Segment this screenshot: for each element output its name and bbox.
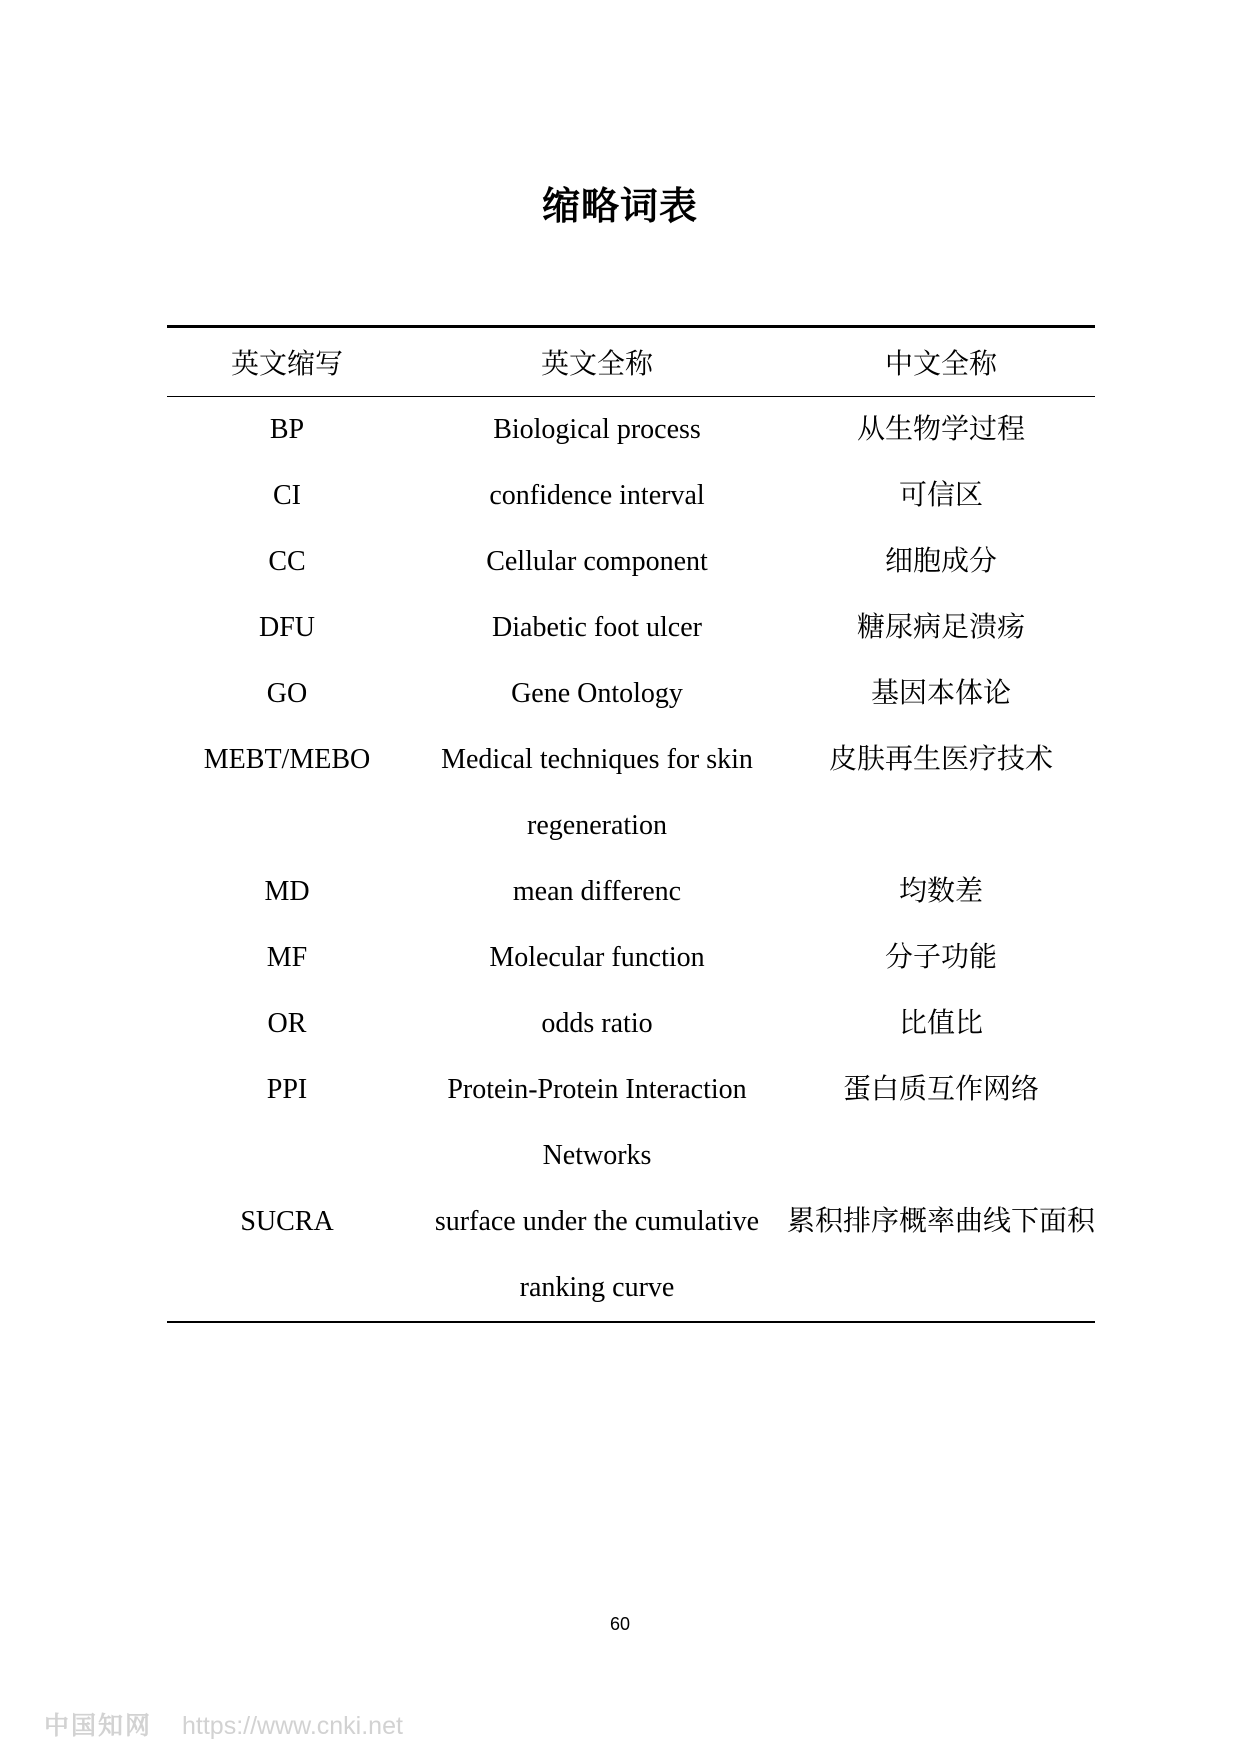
english-name-cell: odds ratio bbox=[541, 1008, 653, 1039]
abbreviation-cell: CC bbox=[268, 546, 306, 577]
abbreviation-cell: DFU bbox=[258, 612, 315, 643]
chinese-name-cell: 比值比 bbox=[898, 1008, 983, 1039]
page-number: 60 bbox=[609, 1614, 631, 1634]
english-name-cell: confidence interval bbox=[489, 480, 705, 511]
chinese-name-cell: 累积排序概率曲线下面积 bbox=[787, 1206, 1096, 1237]
table-header-row bbox=[167, 327, 1095, 397]
table-row bbox=[167, 727, 1095, 859]
english-name-cell: Molecular function bbox=[489, 942, 705, 973]
chinese-name-cell: 皮肤再生医疗技术 bbox=[828, 744, 1053, 775]
page-title: 缩略词表 bbox=[541, 186, 698, 228]
table-row bbox=[167, 991, 1095, 1057]
table-row bbox=[167, 925, 1095, 991]
chinese-name-cell: 分子功能 bbox=[884, 942, 997, 973]
cnki-watermark bbox=[44, 1706, 403, 1742]
chinese-name-cell: 可信区 bbox=[898, 480, 983, 511]
table-row bbox=[167, 595, 1095, 661]
table-row bbox=[167, 661, 1095, 727]
header-abbreviation: 英文缩写 bbox=[230, 349, 343, 380]
chinese-name-cell: 蛋白质互作网络 bbox=[842, 1074, 1039, 1105]
abbreviation-cell: BP bbox=[269, 414, 305, 445]
abbreviation-cell: MEBT/MEBO bbox=[203, 744, 371, 775]
chinese-name-cell: 均数差 bbox=[898, 876, 983, 907]
header-english-full-name: 英文全称 bbox=[540, 349, 653, 380]
abbreviation-cell: OR bbox=[267, 1008, 307, 1039]
watermark-url: https://www.cnki.net bbox=[182, 1712, 403, 1740]
abbreviation-cell: MF bbox=[266, 942, 308, 973]
english-name-cell: Protein-Protein Interaction Networks bbox=[447, 1074, 747, 1171]
table-row bbox=[167, 397, 1095, 464]
chinese-name-cell: 从生物学过程 bbox=[856, 414, 1025, 445]
abbreviation-cell: MD bbox=[264, 876, 310, 907]
table-row bbox=[167, 1189, 1095, 1322]
abbreviation-table bbox=[167, 325, 1095, 1323]
english-name-cell: mean differenc bbox=[512, 876, 682, 907]
abbreviation-cell: CI bbox=[273, 480, 301, 511]
chinese-name-cell: 细胞成分 bbox=[884, 546, 997, 577]
header-chinese-full-name: 中文全称 bbox=[884, 349, 997, 380]
table-row bbox=[167, 1057, 1095, 1189]
english-name-cell: Diabetic foot ulcer bbox=[492, 612, 702, 643]
english-name-cell: surface under the cumulative ranking curve bbox=[434, 1206, 760, 1303]
english-name-cell: Gene Ontology bbox=[511, 678, 683, 709]
english-name-cell: Biological process bbox=[493, 414, 701, 445]
chinese-name-cell: 糖尿病足溃疡 bbox=[856, 612, 1025, 643]
abbreviation-cell: PPI bbox=[266, 1074, 308, 1105]
english-name-cell: Cellular component bbox=[486, 546, 708, 577]
table-row bbox=[167, 529, 1095, 595]
abbreviation-cell: GO bbox=[266, 678, 308, 709]
table-row bbox=[167, 859, 1095, 925]
watermark-brand: 中国知网 bbox=[44, 1712, 153, 1740]
chinese-name-cell: 基因本体论 bbox=[870, 678, 1011, 709]
abbreviation-cell: SUCRA bbox=[240, 1206, 334, 1237]
english-name-cell: Medical techniques for skin regeneration bbox=[441, 744, 753, 841]
table-row bbox=[167, 463, 1095, 529]
